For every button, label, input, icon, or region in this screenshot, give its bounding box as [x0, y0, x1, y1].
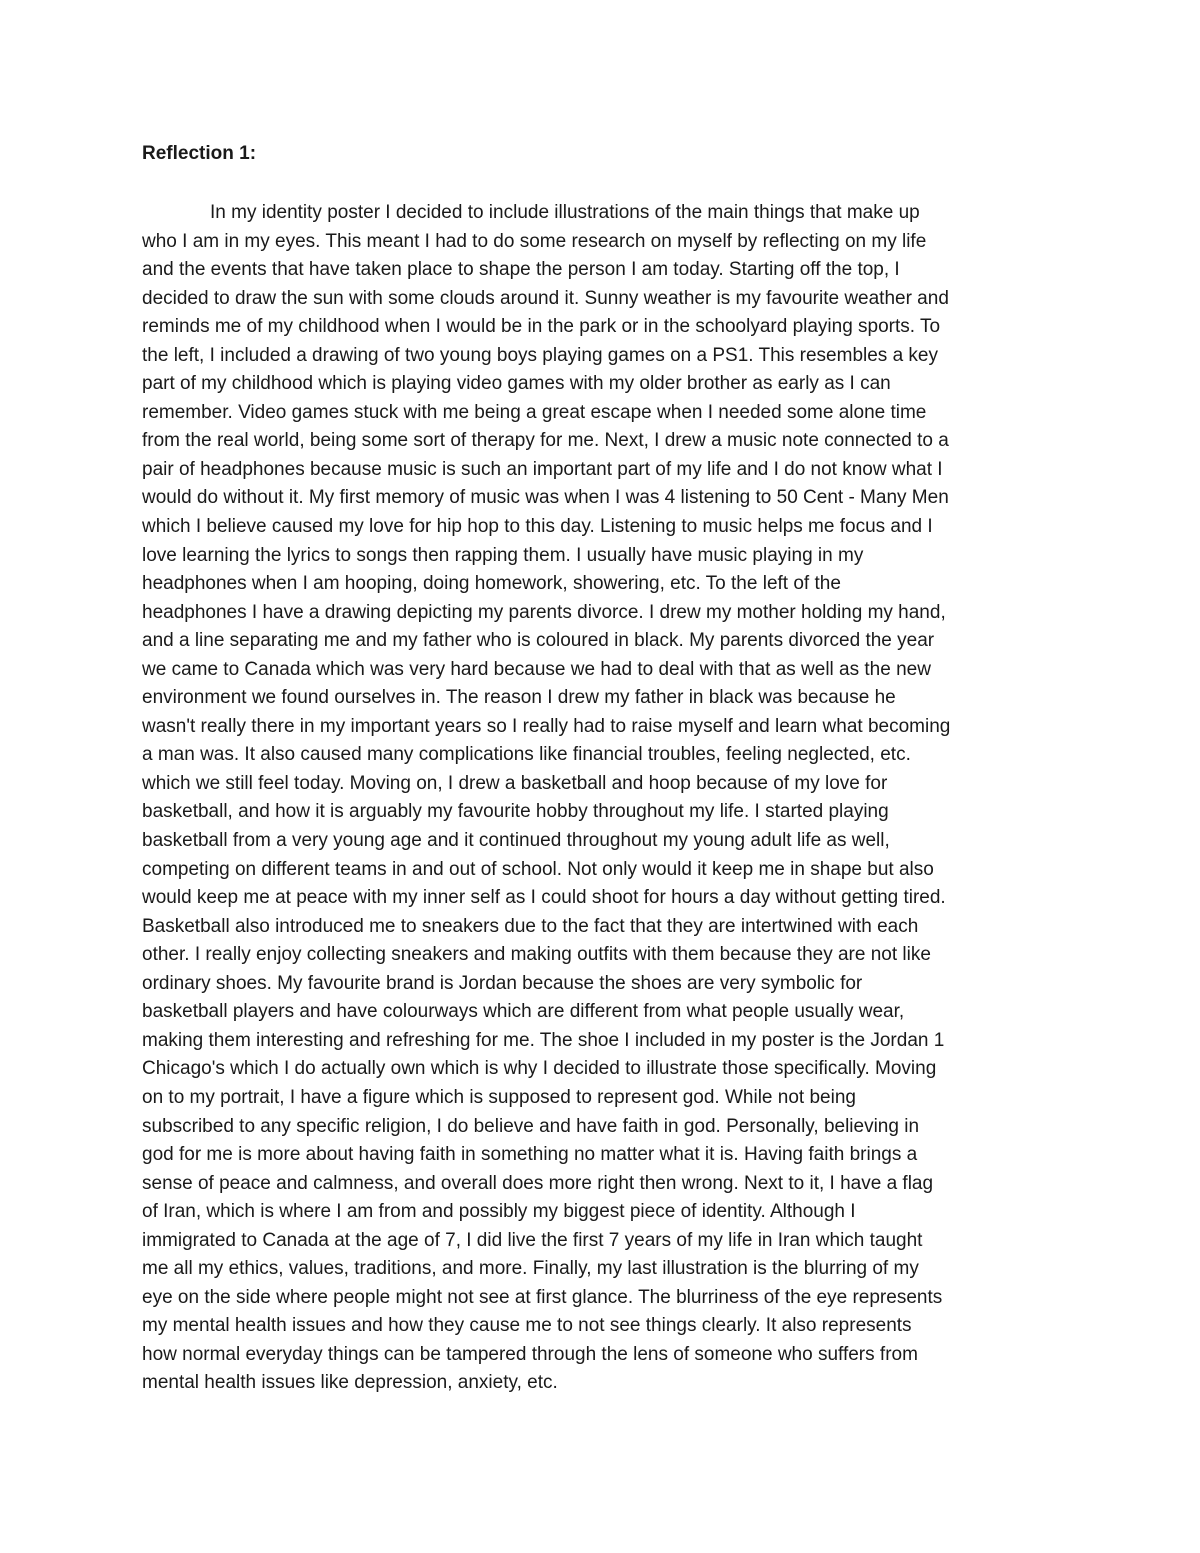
- paragraph-line: sense of peace and calmness, and overall does more right then wrong. Next to it, I have a flag: [142, 1172, 934, 1194]
- paragraph-line: who I am in my eyes. This meant I had to do some research on myself by reflecting on my life: [142, 230, 927, 252]
- paragraph-line: we came to Canada which was very hard because we had to deal with that as well as the new: [142, 658, 931, 680]
- paragraph-line: and the events that have taken place to shape the person I am today. Starting off the top, I: [142, 259, 900, 281]
- paragraph-line: from the real world, being some sort of therapy for me. Next, I drew a music note connected to a: [142, 430, 949, 452]
- paragraph-line: headphones when I am hooping, doing homework, showering, etc. To the left of the: [142, 573, 841, 595]
- paragraph-line: would keep me at peace with my inner self as I could shoot for hours a day without getting tired.: [142, 887, 946, 909]
- paragraph-line: basketball players and have colourways which are different from what people usually wear,: [142, 1001, 905, 1023]
- reflection-body: [142, 199, 1102, 1398]
- paragraph-line: environment we found ourselves in. The reason I drew my father in black was because he: [142, 687, 896, 709]
- paragraph-line: the left, I included a drawing of two young boys playing games on a PS1. This resembles a key: [142, 344, 938, 366]
- paragraph-line: remember. Video games stuck with me being a great escape when I needed some alone time: [142, 401, 927, 423]
- paragraph-line: making them interesting and refreshing for me. The shoe I included in my poster is the Jordan 1: [142, 1029, 945, 1051]
- paragraph-line: a man was. It also caused many complications like financial troubles, feeling neglected, etc.: [142, 744, 911, 766]
- paragraph-line: basketball from a very young age and it continued throughout my young adult life as well,: [142, 830, 890, 852]
- paragraph-line: immigrated to Canada at the age of 7, I did live the first 7 years of my life in Iran which taught: [142, 1229, 923, 1251]
- paragraph-line: subscribed to any specific religion, I do believe and have faith in god. Personally, believing in: [142, 1115, 920, 1137]
- paragraph-line: of Iran, which is where I am from and possibly my biggest piece of identity. Although I: [142, 1201, 856, 1223]
- paragraph-line: basketball, and how it is arguably my favourite hobby throughout my life. I started playing: [142, 801, 889, 823]
- paragraph-line: Chicago's which I do actually own which is why I decided to illustrate those specifically. Moving: [142, 1058, 937, 1080]
- paragraph-line: god for me is more about having faith in something no matter what it is. Having faith brings a: [142, 1144, 918, 1166]
- paragraph-line: competing on different teams in and out of school. Not only would it keep me in shape but also: [142, 858, 934, 880]
- paragraph-line: decided to draw the sun with some clouds around it. Sunny weather is my favourite weather and: [142, 287, 949, 309]
- paragraph-line: would do without it. My first memory of music was when I was 4 listening to 50 Cent - Many Men: [142, 487, 949, 509]
- paragraph-line: mental health issues like depression, anxiety, etc.: [142, 1372, 558, 1394]
- paragraph-line: which I believe caused my love for hip hop to this day. Listening to music helps me focus and I: [142, 516, 933, 538]
- paragraph-line: eye on the side where people might not see at first glance. The blurriness of the eye represents: [142, 1286, 943, 1308]
- paragraph-line: headphones I have a drawing depicting my parents divorce. I drew my mother holding my hand,: [142, 601, 946, 623]
- paragraph-line: In my identity poster I decided to include illustrations of the main things that make up: [210, 202, 920, 223]
- paragraph-line: love learning the lyrics to songs then rapping them. I usually have music playing in my: [142, 544, 864, 566]
- paragraph-line: Basketball also introduced me to sneakers due to the fact that they are intertwined with each: [142, 915, 919, 937]
- paragraph-line: me all my ethics, values, traditions, and more. Finally, my last illustration is the blurring of my: [142, 1258, 919, 1280]
- paragraph-line: and a line separating me and my father who is coloured in black. My parents divorced the year: [142, 630, 935, 652]
- paragraph-line: part of my childhood which is playing video games with my older brother as early as I can: [142, 373, 891, 395]
- paragraph-line: pair of headphones because music is such an important part of my life and I do not know what I: [142, 458, 943, 480]
- paragraph-line: how normal everyday things can be tampered through the lens of someone who suffers from: [142, 1343, 918, 1365]
- paragraph-line: my mental health issues and how they cause me to not see things clearly. It also represents: [142, 1315, 912, 1337]
- paragraph-line: which we still feel today. Moving on, I drew a basketball and hoop because of my love for: [142, 772, 888, 794]
- paragraph-line: wasn't really there in my important years so I really had to raise myself and learn what becoming: [142, 715, 951, 737]
- reflection-heading: Reflection 1:: [142, 143, 257, 164]
- paragraph-line: ordinary shoes. My favourite brand is Jordan because the shoes are very symbolic for: [142, 972, 863, 994]
- paragraph-line: reminds me of my childhood when I would be in the park or in the schoolyard playing sports. To: [142, 316, 941, 338]
- paragraph-line: other. I really enjoy collecting sneakers and making outfits with them because they are not like: [142, 944, 931, 966]
- paragraph-line: on to my portrait, I have a figure which is supposed to represent god. While not being: [142, 1086, 856, 1108]
